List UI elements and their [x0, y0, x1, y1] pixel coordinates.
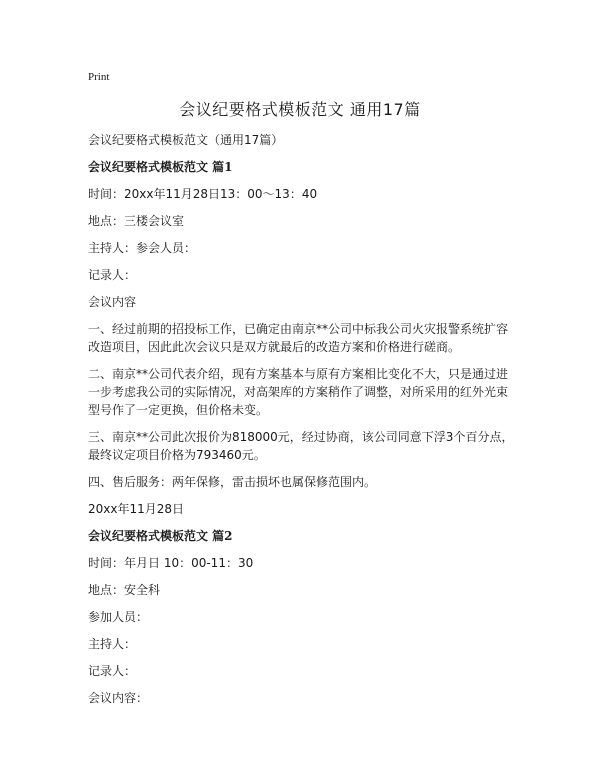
paragraph-participants-2: 参加人员：	[88, 610, 149, 624]
paragraph-item-2: 二、南京**公司代表介绍，现有方案基本与原有方案相比变化不大，只是通过进一步考虑我公司的实际情况，对高架库的方案稍作了调整，对所采用的红外光束型号作了一定更换，但价格未变。	[88, 367, 509, 417]
paragraph-date: 20xx年11月28日	[88, 502, 185, 516]
paragraph-time: 时间：20xx年11月28日13：00～13：40	[88, 187, 318, 201]
paragraph-subtitle: 会议纪要格式模板范文（通用17篇）	[88, 133, 284, 147]
paragraph-host-2: 主持人：	[88, 637, 137, 651]
document-body	[88, 131, 518, 707]
paragraph-content-label-2: 会议内容：	[88, 691, 149, 705]
paragraph-location-2: 地点：安全科	[88, 583, 161, 597]
print-link[interactable]: Print	[88, 71, 110, 83]
paragraph-time-2: 时间：年月日 10：00-11：30	[88, 556, 254, 570]
paragraph-item-1: 一、经过前期的招投标工作，已确定由南京**公司中标我公司火灾报警系统扩容改造项目，因此此次会议只是双方就最后的改造方案和价格进行磋商。	[88, 322, 509, 354]
paragraph-recorder-2: 记录人：	[88, 664, 137, 678]
section-heading-2: 会议纪要格式模板范文 篇2	[88, 529, 233, 543]
paragraph-item-3: 三、南京**公司此次报价为818000元，经过协商，该公司同意下浮3个百分点，最终议定项目价格为793460元。	[88, 430, 514, 462]
paragraph-item-4: 四、售后服务：两年保修，雷击损坏也属保修范围内。	[88, 475, 377, 489]
paragraph-host: 主持人：参会人员：	[88, 241, 197, 255]
paragraph-content-label: 会议内容	[88, 295, 137, 309]
section-heading-1: 会议纪要格式模板范文 篇1	[88, 160, 233, 174]
document-title: 会议纪要格式模板范文 通用17篇	[179, 100, 421, 119]
paragraph-recorder: 记录人：	[88, 268, 137, 282]
paragraph-location: 地点：三楼会议室	[88, 214, 185, 228]
